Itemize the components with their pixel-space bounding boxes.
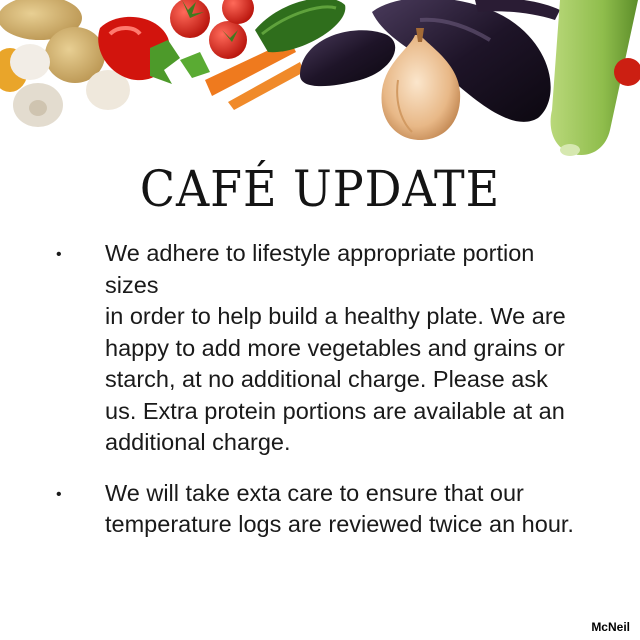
bullet-marker: • [56,246,62,263]
bullet-text: We adhere to lifestyle appropriate portion sizes in order to help build a healthy plate. We are happy to add more vegetables and grains or starch, at no additional charge. Please ask us. Extra protein portions are available at an additional charge. [105,240,566,455]
vegetable-banner [0,0,640,165]
author-credit: McNeil [591,620,630,634]
list-item [0,238,640,459]
potato-icon [0,0,105,92]
page-title: CAFÉ UPDATE [139,160,501,218]
bullet-marker: • [56,485,62,503]
bullet-text: We will take exta care to ensure that our temperature logs are reviewed twice an hour. [105,479,574,537]
list-item [0,478,640,541]
bullet-list [0,238,640,560]
zucchini-icon [551,0,640,156]
